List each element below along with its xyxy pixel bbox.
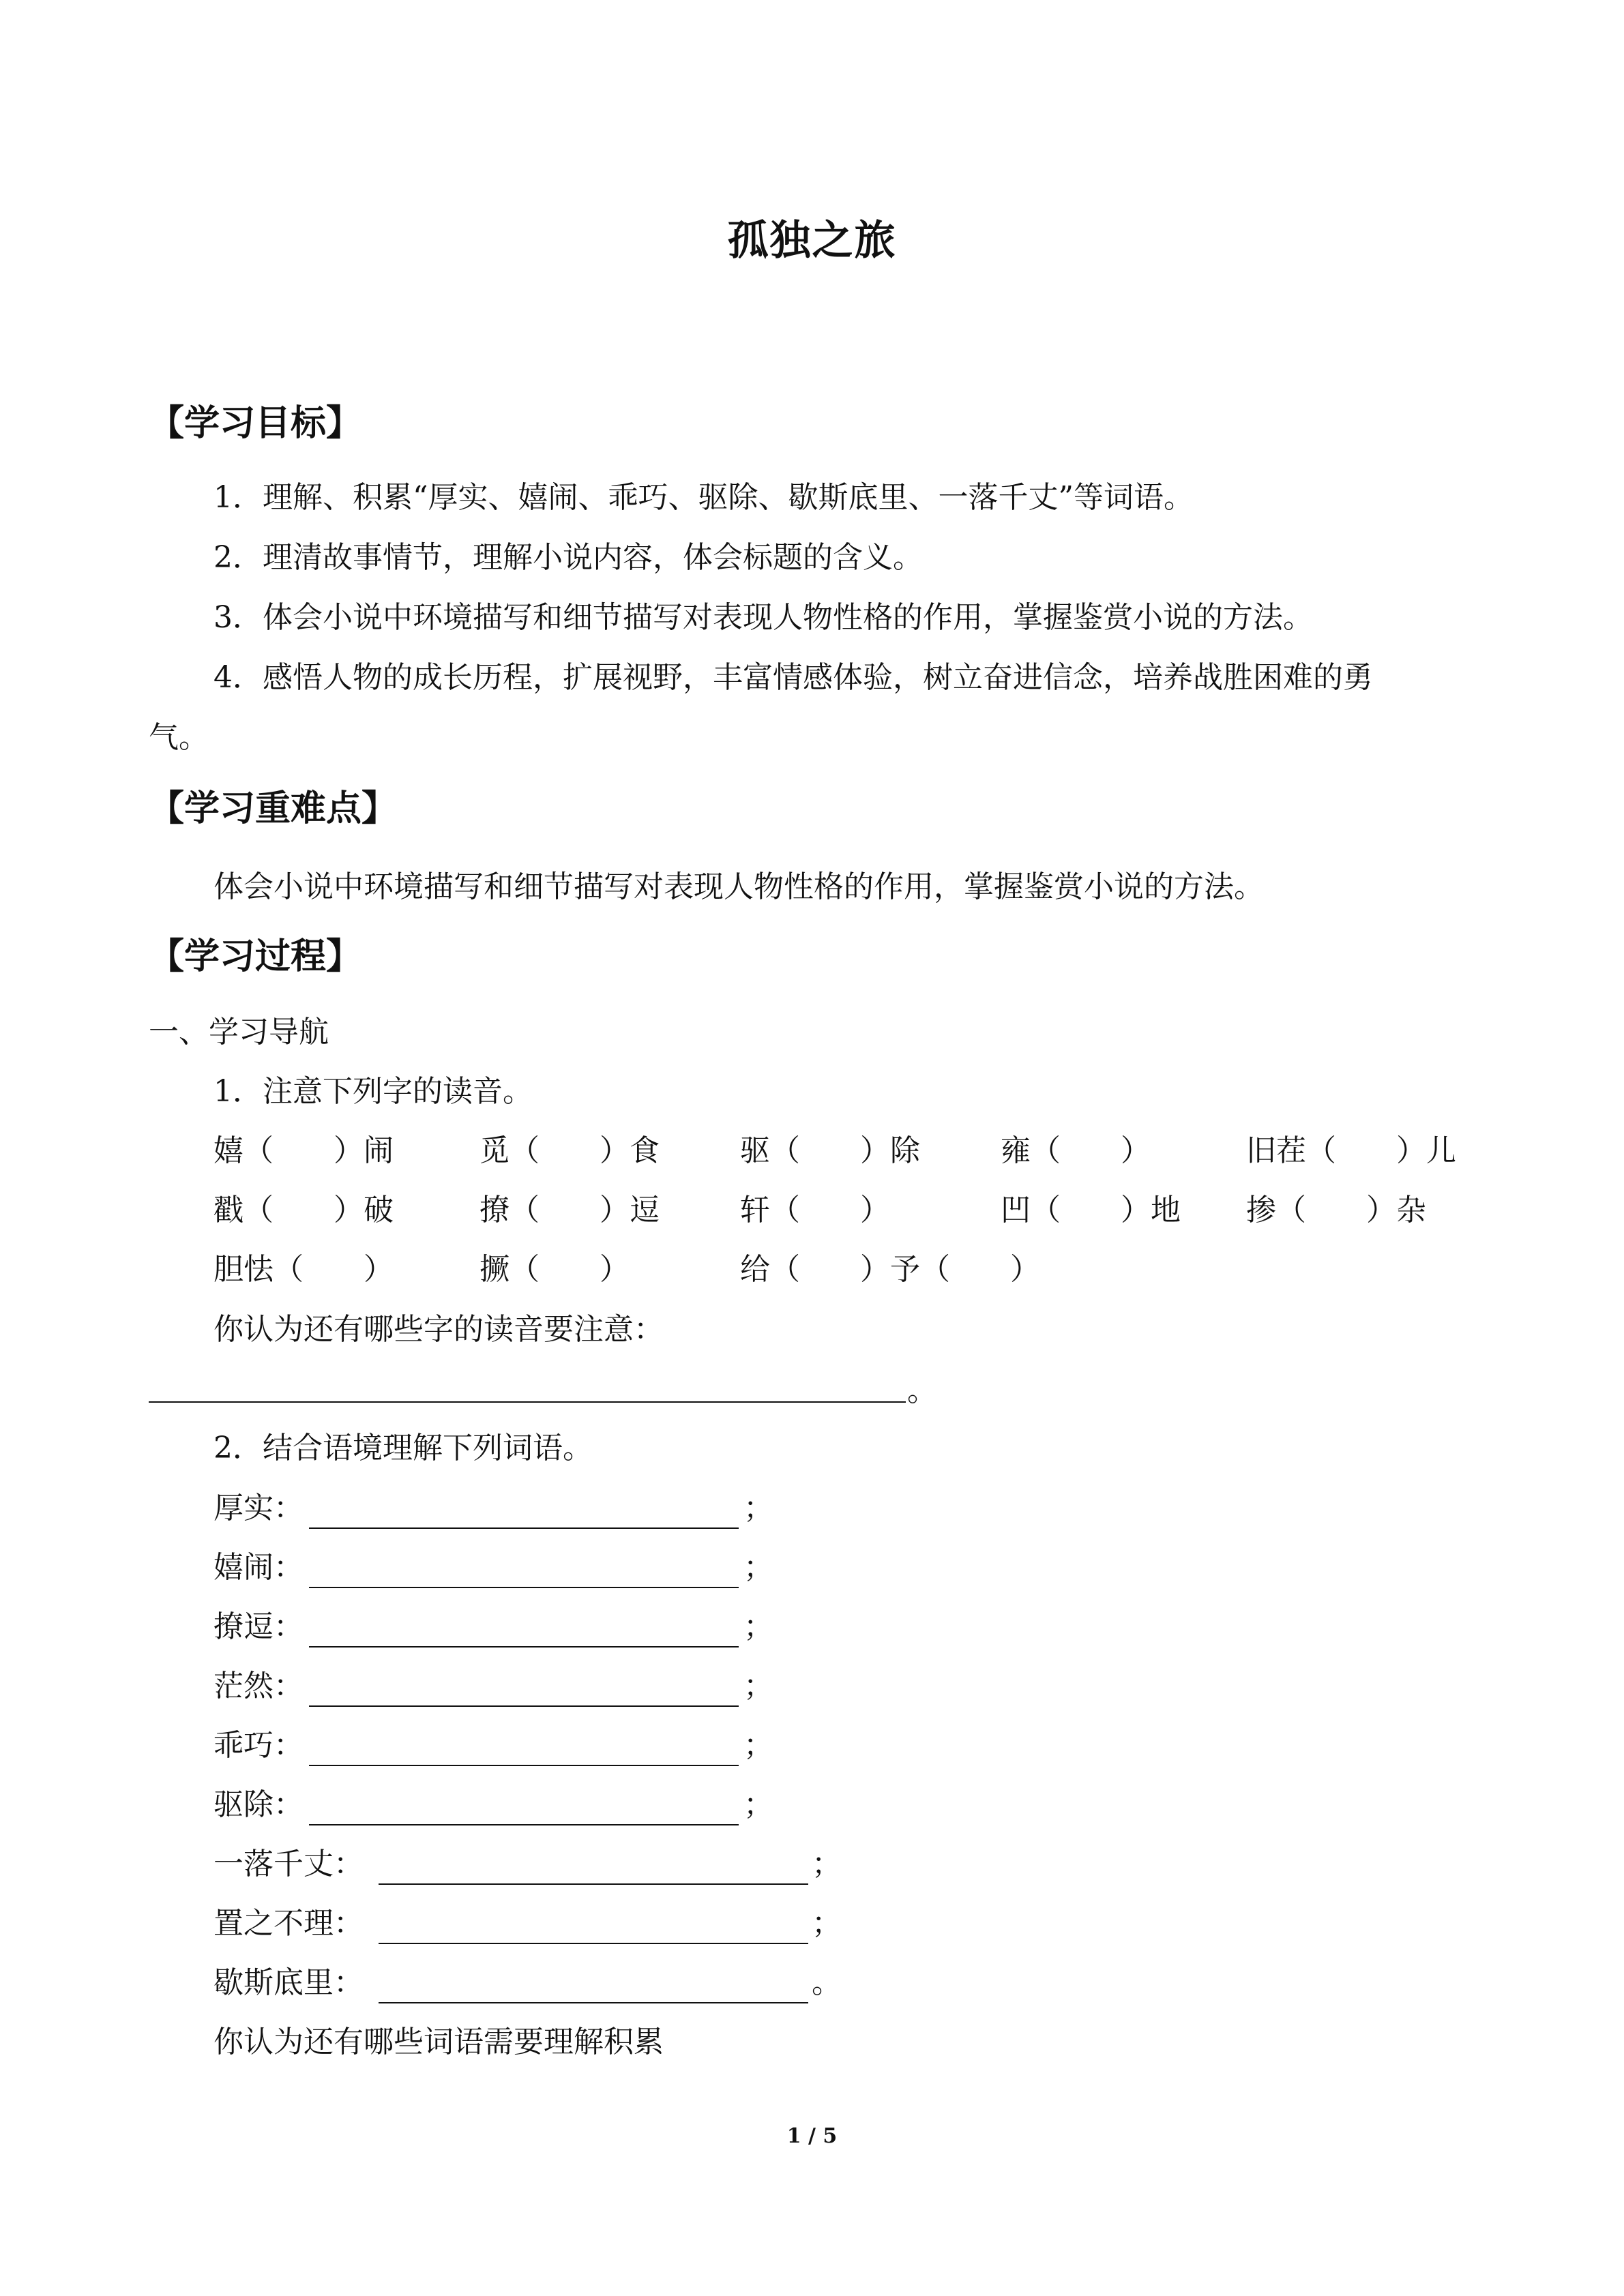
keypoint-text: 体会小说中环境描写和细节描写对表现人物性格的作用，掌握鉴赏小说的方法。 — [213, 869, 1264, 904]
vocab-answer-blank[interactable] — [309, 1587, 739, 1588]
vocab-end: 。 — [812, 1965, 842, 2000]
section-heading-goals: 【学习目标】 — [149, 403, 362, 444]
vocab-end: ； — [743, 1491, 773, 1525]
vocab-end: ； — [743, 1609, 773, 1644]
vocab-answer-blank[interactable] — [309, 1824, 739, 1825]
vocab-end: ； — [743, 1550, 773, 1585]
vocab-answer-blank[interactable] — [309, 1646, 739, 1648]
pinyin-item: 嬉（ ）闹 — [213, 1133, 394, 1168]
vocab-word: 置之不理： — [213, 1906, 364, 1941]
pinyin-item: 胆怯（ ） — [213, 1252, 394, 1287]
goal-item: 4．感悟人物的成长历程，扩展视野，丰富情感体验，树立奋进信念，培养战胜困难的勇 — [213, 660, 1373, 695]
part-heading: 一、学习导航 — [149, 1015, 329, 1049]
vocab-word: 撩逗： — [213, 1609, 304, 1644]
pinyin-item: 戳（ ）破 — [213, 1193, 394, 1227]
pinyin-item: 觅（ ）食 — [479, 1133, 660, 1168]
section-heading-process: 【学习过程】 — [149, 936, 362, 977]
pinyin-item: 掺（ ）杂 — [1246, 1193, 1426, 1227]
vocab-answer-blank[interactable] — [379, 1943, 808, 1944]
pinyin-item: 撩（ ）逗 — [479, 1193, 660, 1227]
pinyin-item: 轩（ ） — [740, 1193, 890, 1227]
vocab-word: 乖巧： — [213, 1728, 304, 1763]
goal-item: 2．理清故事情节，理解小说内容，体会标题的含义。 — [213, 540, 923, 575]
vocab-end: ； — [743, 1787, 773, 1822]
vocab-word: 一落千丈： — [213, 1847, 364, 1881]
question-1: 1．注意下列字的读音。 — [213, 1074, 533, 1109]
vocab-answer-blank[interactable] — [309, 1765, 739, 1766]
vocab-answer-blank[interactable] — [379, 1883, 808, 1885]
vocab-end: ； — [743, 1669, 773, 1703]
page-title: 孤独之旅 — [727, 217, 897, 265]
question-1-more: 你认为还有哪些字的读音要注意： — [213, 1312, 664, 1347]
vocab-answer-blank[interactable] — [309, 1705, 739, 1707]
vocab-end: ； — [743, 1728, 773, 1763]
pinyin-item: 驱（ ）除 — [740, 1133, 920, 1168]
pinyin-item: 雍（ ） — [1001, 1133, 1151, 1168]
section-heading-keypoints: 【学习重难点】 — [149, 788, 398, 829]
vocab-end: ； — [812, 1906, 842, 1941]
page-number: 1 / 5 — [786, 2124, 838, 2148]
question-2: 2．结合语境理解下列词语。 — [213, 1431, 593, 1465]
vocab-word: 歇斯底里： — [213, 1965, 364, 2000]
pinyin-item: 撅（ ） — [479, 1252, 630, 1287]
vocab-word: 嬉闹： — [213, 1550, 304, 1585]
vocab-end: ； — [812, 1847, 842, 1881]
goal-item: 1．理解、积累“厚实、嬉闹、乖巧、驱除、歇斯底里、一落千丈”等词语。 — [213, 480, 1194, 515]
pinyin-item: 凹（ ）地 — [1001, 1193, 1181, 1227]
answer-blank-end: 。 — [907, 1373, 937, 1408]
vocab-answer-blank[interactable] — [309, 1527, 739, 1529]
vocab-answer-blank[interactable] — [379, 2002, 808, 2003]
vocab-word: 厚实： — [213, 1491, 304, 1525]
goal-item: 3．体会小说中环境描写和细节描写对表现人物性格的作用，掌握鉴赏小说的方法。 — [213, 600, 1313, 635]
goal-item-continued: 气。 — [149, 720, 209, 755]
question-2-more: 你认为还有哪些词语需要理解积累 — [213, 2025, 664, 2059]
pinyin-item: 旧茬（ ）儿 — [1246, 1133, 1456, 1168]
answer-blank[interactable] — [149, 1401, 906, 1403]
vocab-word: 茫然： — [213, 1669, 304, 1703]
vocab-word: 驱除： — [213, 1787, 304, 1822]
pinyin-item: 给（ ）予（ ） — [740, 1252, 1040, 1287]
